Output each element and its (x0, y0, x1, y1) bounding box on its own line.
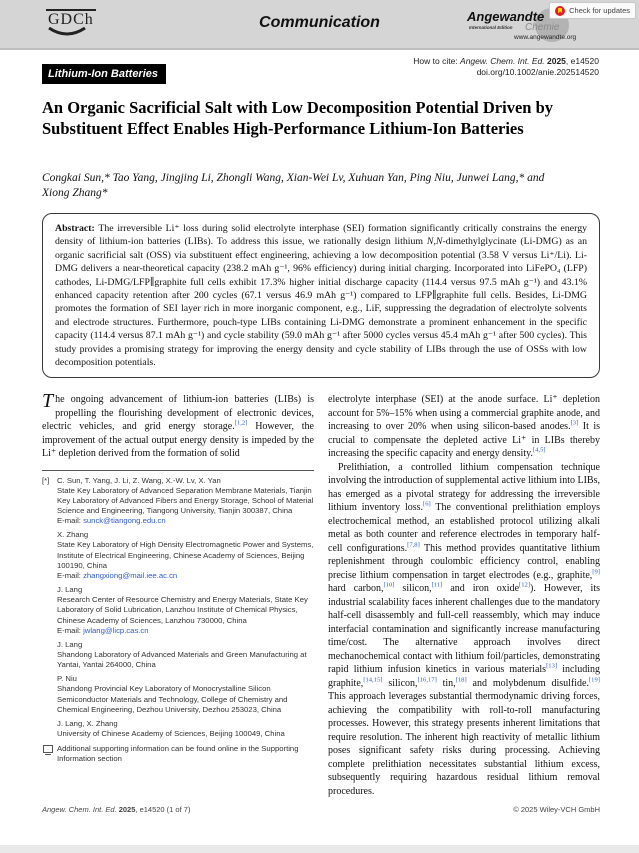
email-link[interactable]: sunck@tiangong.edu.cn (83, 516, 166, 526)
affiliation-address: Shandong Provincial Key Laboratory of Monocrystalline Silicon Semiconductor Materials and Technology, College of Chemistry and Chemical Engineering, Dezhou University, Dezhou 253023, China (57, 684, 288, 714)
affiliation-address: Shandong Laboratory of Advanced Materials and Green Manufacturing at Yantai, Yantai 264000, China (57, 650, 307, 670)
affiliation-names: J. Lang (57, 585, 83, 595)
affiliation-address: State Key Laboratory of Advanced Separation Membrane Materials, Tianjin Key Laboratory of Advanced Fibers and Energy Storage, School of Material Science and Engineering, Tiangong University, Tianjin 300387, China (57, 485, 314, 515)
affiliation-names: X. Zhang (57, 530, 89, 540)
cite-line-1: How to cite: Angew. Chem. Int. Ed. 2025, e14520 (413, 56, 599, 66)
affiliation-group (57, 640, 314, 670)
angewandte-url: www.angewandte.org (514, 34, 577, 41)
email-label: E-mail: (57, 625, 81, 635)
affiliation-names: J. Lang, X. Zhang (57, 718, 118, 728)
affiliation-address: University of Chinese Academy of Sciences, Beijing 100049, China (57, 729, 285, 739)
supporting-info-note (57, 744, 314, 764)
right-column (328, 393, 600, 798)
abstract-box: Abstract: The irreversible Li⁺ loss during solid electrolyte interphase (SEI) formation significantly critically constrains the energy density of lithium-ion batteries (LIBs). To address this issue, we rationally design lithium N,N-dimethylglycinate (Li-DMG) as an organic sacrificial salt (OSS) via substituent effect engineering, achieving a low decomposition potential (3.58 V versus Li⁺/Li). Li-DMG delivers a near-theoretical capacity (238.2 mAh g⁻¹, 96% efficiency) during initial charging. Incorporated into LiFePO₄ (LFP) cathodes, Li-DMG/LFP∥graphite full cells exhibit 17.3% higher initial discharge capacity (114.4 versus 97.5 mAh g⁻¹) and 43.1% enhanced capacity retention after 200 cycles (67.1 versus 46.9 mAh g⁻¹) compared to LFP∥graphite full cells. Besides, Li-DMG promotes the formation of SEI layer rich in more inorganic component, e.g., LiF, suppressing the degradation of electrolyte solvents and electrode structures. Furthermore, pouch-type LIBs containing Li-DMG demonstrate a prominent enhancement in the specific capacity (114.4 versus 87.1 mAh g⁻¹) and cycle stability (59.0 mAh g⁻¹ after 5000 cycles versus 45.4 mAh g⁻¹ after 500 cycles). This study provides a promising strategy for improving the energy density and cycle stability of LIBs through the use of OSSs with low decomposition potentials. (42, 213, 600, 378)
check-for-updates-label: Check for updates (569, 6, 630, 15)
check-for-updates-button[interactable] (549, 2, 636, 19)
email-label: E-mail: (57, 516, 81, 526)
affiliation-group (57, 476, 314, 527)
doi-link[interactable]: doi.org/10.1002/anie.202514520 (476, 67, 599, 78)
left-column (42, 390, 315, 798)
angewandte-logo-chemie: Chemie (525, 22, 560, 33)
affiliation-names: J. Lang (57, 639, 83, 649)
how-to-cite (413, 56, 599, 79)
body-paragraph: electrolyte interphase (SEI) at the anode surface. Li⁺ depletion account for 5%–15% when using a commercial graphite anode, and increasing to over 20% when using silicon-based anodes.[3] It is crucial to compensate the depleted active Li⁺ in LIBs thereby increasing the specific capacity and energy density.[4,5] (328, 394, 600, 459)
affiliation-group (57, 585, 314, 636)
body-paragraph: Prelithiation, a controlled lithium compensation technique involving the introduction of supplemental active lithium into LIBs, has emerged as a pivotal strategy for addressing the irreversible lithium inventory loss.[6] The conventional prelithiation employs electrochemical method, an established protocol utilizing alkali metal as both counter and reference electrodes in temporary half-cell configurations.[7,8] This method provides quantitative lithium replenishment through coulombic efficiency control, enabling precise lithium compensation in target electrodes (e.g., graphite,[9] hard carbon,[10] silicon,[11] and iron oxide[12]). However, its industrial scalability faces inherent challenges due to the mandatory half-cell disassembly and full-cell reassembly, which may induce interfacial contamination and significantly increase manufacturing time/cost. The alternative approach involves direct mechanochemical contact with lithium foil/particles, demonstrating rapid lithium infusion kinetics in various materials[13] including graphite,[14,15] silicon,[16,17] tin,[18] and molybdenum disulfide.[19] This approach leverages substantial thermodynamic driving forces, achieving the compatibility with roll-to-roll manufacturing processes. However, this strategy presents inherent limitations that require resolution. The inherent high reactivity of metallic lithium poses significant safety risks during processing. Achieving complete prelithiation necessitates substantial lithium excess, subsequently requiring hazardous residual lithium removal procedures. (328, 461, 601, 797)
intro-paragraph: The ongoing advancement of lithium-ion batteries (LIBs) is propelling the flourishing development of electronic devices, electric vehicles, and grid energy storage.[1,2] However, the improvement of the actual output energy density is impeded by the Li⁺ depletion derived from the formation of solid (42, 390, 315, 459)
gdch-logo-text: GDCh (48, 11, 94, 28)
footnote-rule (42, 470, 314, 471)
affiliation-group (57, 530, 314, 581)
footer-copyright: © 2025 Wiley-VCH GmbH (513, 805, 600, 814)
supporting-info-icon (43, 745, 53, 753)
article-type-label: Communication (259, 14, 380, 31)
affiliation-names: C. Sun, T. Yang, J. Li, Z. Wang, X.-W. Lv, X. Yan (57, 475, 221, 485)
affiliation-address: Research Center of Resource Chemistry and Energy Materials, State Key Laboratory of Solid Lubrication, Lanzhou Institute of Chemical Physics, Chinese Academy of Sciences, Lanzhou 730000, China (57, 595, 308, 625)
angewandte-logo-name: Angewandte (467, 9, 545, 24)
header-band (0, 0, 639, 50)
angewandte-intl-edition-label: International Edition (469, 25, 513, 30)
body-columns (42, 390, 601, 798)
topic-badge: Lithium-Ion Batteries (42, 64, 166, 84)
page-footer (42, 805, 600, 814)
footer-citation: Angew. Chem. Int. Ed. 2025, e14520 (1 of 7) (42, 805, 191, 814)
article-title: An Organic Sacrificial Salt with Low Decomposition Potential Driven by Substituent Effect Enables High-Performance Lithium-Ion Batteries (42, 98, 554, 138)
crossmark-icon (555, 6, 565, 16)
affiliation-email-row (57, 516, 314, 526)
email-link[interactable]: jwlang@licp.cas.cn (83, 625, 149, 635)
email-link[interactable]: zhangxiong@mail.iee.ac.cn (83, 570, 178, 580)
page-bottom-strip (0, 845, 639, 853)
affiliation-group (57, 719, 314, 739)
affiliations-block (42, 476, 314, 765)
affiliation-marker: [*] (42, 475, 50, 485)
affiliation-email-row (57, 626, 314, 636)
author-list: Congkai Sun,* Tao Yang, Jingjing Li, Zhongli Wang, Xian-Wei Lv, Xuhuan Yan, Ping Niu, Junwei Lang,* and Xiong Zhang* (42, 172, 545, 199)
affiliation-address: State Key Laboratory of High Density Electromagnetic Power and Systems, Institute of Electrical Engineering, Chinese Academy of Sciences, Beijing 100190, China (57, 540, 314, 570)
supporting-info-text: Additional supporting information can be found online in the Supporting Information section (57, 744, 299, 764)
email-label: E-mail: (57, 570, 81, 580)
affiliation-names: P. Niu (57, 674, 77, 684)
affiliation-group (57, 674, 314, 715)
affiliation-email-row (57, 571, 314, 581)
